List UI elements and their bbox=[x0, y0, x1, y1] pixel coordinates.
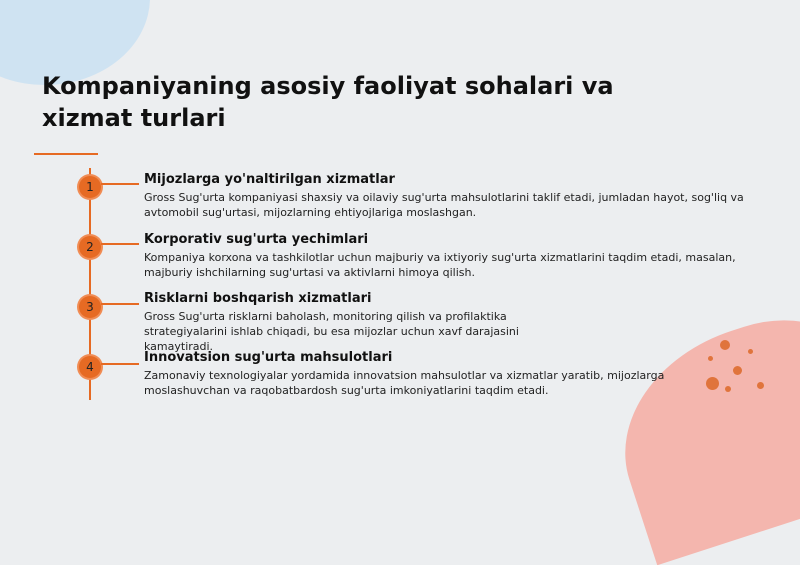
step-marker-2: 2 bbox=[79, 236, 101, 258]
decorative-dot bbox=[706, 377, 719, 390]
title-underline bbox=[34, 153, 98, 155]
item-description: Gross Sug'urta risklarni baholash, monitoring qilish va profilaktika strategiyalarini ishlab chiqadi, bu esa mijozlar uchun xavf darajasini kamaytiradi. bbox=[144, 310, 519, 353]
decorative-dot bbox=[725, 386, 731, 392]
decorative-dot bbox=[708, 356, 713, 361]
step-connector bbox=[101, 303, 139, 305]
step-connector bbox=[101, 243, 139, 245]
item-title: Mijozlarga yo'naltirilgan xizmatlar bbox=[144, 172, 395, 187]
item-title: Innovatsion sug'urta mahsulotlari bbox=[144, 350, 393, 365]
list-item bbox=[144, 232, 744, 280]
item-title: Risklarni boshqarish xizmatlari bbox=[144, 291, 372, 306]
decorative-blob-bottom-right bbox=[595, 295, 800, 565]
item-description: Kompaniya korxona va tashkilotlar uchun majburiy va ixtiyoriy sug'urta xizmatlarini taqdim etadi, masalan, majburiy ishchilarning sug'urtasi va aktivlarni himoya qilish. bbox=[144, 251, 736, 279]
step-connector bbox=[101, 183, 139, 185]
list-item bbox=[144, 350, 674, 398]
step-marker-3: 3 bbox=[79, 296, 101, 318]
decorative-dot bbox=[733, 366, 742, 375]
decorative-dot bbox=[720, 340, 730, 350]
item-description: Gross Sug'urta kompaniyasi shaxsiy va oilaviy sug'urta mahsulotlarini taklif etadi, jumladan hayot, sog'liq va avtomobil sug'urtasi, mijozlarning ehtiyojlariga moslashgan. bbox=[144, 191, 744, 219]
page-title: Kompaniyaning asosiy faoliyat sohalari va xizmat turlari bbox=[42, 72, 614, 132]
item-description: Zamonaviy texnologiyalar yordamida innovatsion mahsulotlar va xizmatlar yaratib, mijozlarga moslashuvchan va raqobatbardosh sug'urta imkoniyatlarini taqdim etadi. bbox=[144, 369, 665, 397]
step-connector bbox=[101, 363, 139, 365]
step-marker-1: 1 bbox=[79, 176, 101, 198]
item-title: Korporativ sug'urta yechimlari bbox=[144, 232, 369, 247]
step-marker-4: 4 bbox=[79, 356, 101, 378]
decorative-dot bbox=[748, 349, 753, 354]
decorative-dot bbox=[757, 382, 764, 389]
list-item bbox=[144, 291, 534, 354]
list-item bbox=[144, 172, 744, 220]
